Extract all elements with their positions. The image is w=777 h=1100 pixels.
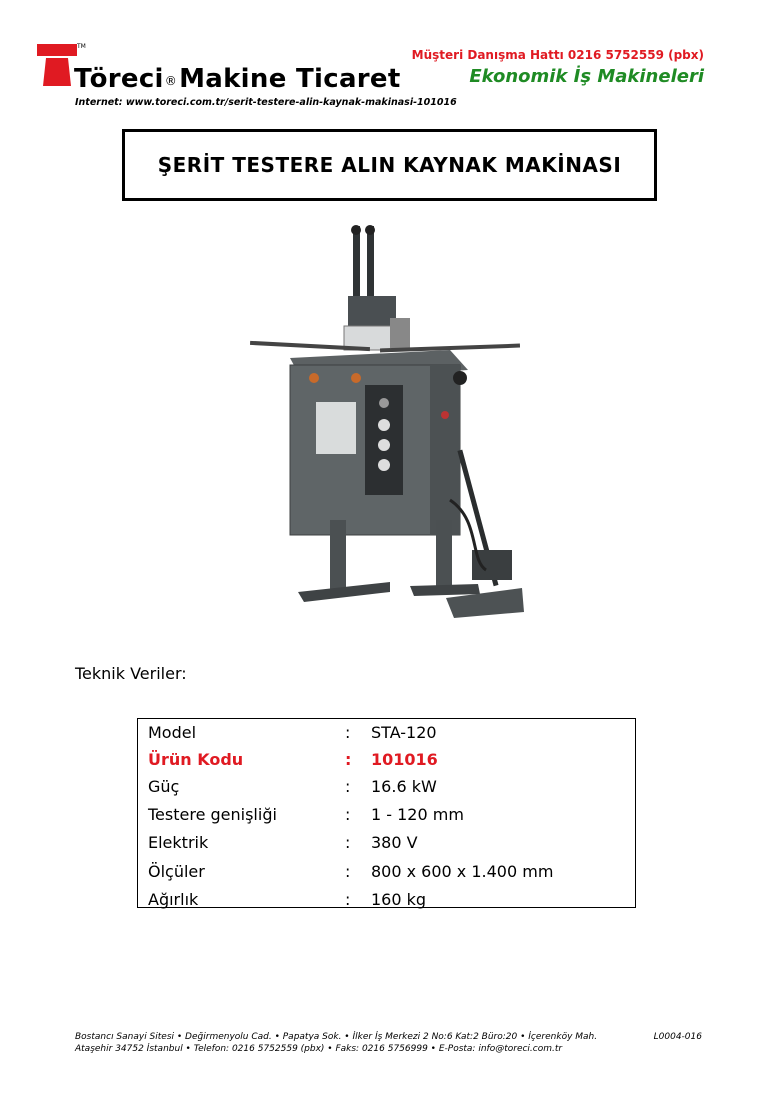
machine-photo xyxy=(240,220,540,630)
product-url[interactable]: Internet: www.toreci.com.tr/serit-testere-alin-kaynak-makinasi-101016 xyxy=(75,97,457,108)
spec-value: 800 x 600 x 1.400 mm xyxy=(371,862,554,881)
company-name xyxy=(74,62,401,96)
brand-rest: Makine Ticaret xyxy=(179,64,401,94)
spec-row-electric xyxy=(138,829,635,857)
spec-colon: : xyxy=(345,805,351,824)
spec-value: STA-120 xyxy=(371,723,437,742)
page-title: ŞERİT TESTERE ALIN KAYNAK MAKİNASI xyxy=(157,153,622,177)
spec-colon: : xyxy=(345,833,351,852)
spec-label: Ağırlık xyxy=(148,890,199,909)
spec-row-model xyxy=(138,719,635,747)
customer-hotline: Müşteri Danışma Hattı 0216 5752559 (pbx) xyxy=(411,48,704,62)
spec-label: Ürün Kodu xyxy=(148,750,244,769)
spec-row-saw-width xyxy=(138,801,635,829)
brand-name: Töreci xyxy=(74,64,164,94)
spec-colon: : xyxy=(345,890,351,909)
spec-row-product-code xyxy=(138,746,635,774)
company-slogan: Ekonomik İş Makineleri xyxy=(469,66,704,87)
company-logo-icon xyxy=(37,44,77,86)
title-box xyxy=(122,129,657,201)
spec-value: 16.6 kW xyxy=(371,777,437,796)
spec-row-weight xyxy=(138,886,635,914)
spec-heading: Teknik Veriler: xyxy=(75,664,187,683)
spec-label: Testere genişliği xyxy=(148,805,277,824)
trademark-mark: TM xyxy=(77,43,86,50)
spec-label: Elektrik xyxy=(148,833,209,852)
spec-value: 1 - 120 mm xyxy=(371,805,464,824)
spec-label: Güç xyxy=(148,777,180,796)
spec-row-dimensions xyxy=(138,858,635,886)
document-code: L0004-016 xyxy=(653,1032,702,1042)
spec-table xyxy=(137,718,636,908)
footer-address-line1: Bostancı Sanayi Sitesi • Değirmenyolu Cad. • Papatya Sok. • İlker İş Merkezi 2 No:6 Kat:2 Büro:20 • İçerenköy Mah. xyxy=(75,1032,598,1042)
registered-mark: ® xyxy=(164,74,178,88)
spec-colon: : xyxy=(345,777,351,796)
spec-colon: : xyxy=(345,750,352,769)
spec-value: 101016 xyxy=(371,750,438,769)
spec-colon: : xyxy=(345,862,351,881)
footer-address-line2: Ataşehir 34752 İstanbul • Telefon: 0216 5752559 (pbx) • Faks: 0216 5756999 • E-Posta: info@toreci.com.tr xyxy=(75,1044,563,1054)
spec-label: Model xyxy=(148,723,197,742)
spec-colon: : xyxy=(345,723,351,742)
spec-value: 160 kg xyxy=(371,890,427,909)
spec-label: Ölçüler xyxy=(148,862,205,881)
spec-row-power xyxy=(138,773,635,801)
spec-value: 380 V xyxy=(371,833,418,852)
